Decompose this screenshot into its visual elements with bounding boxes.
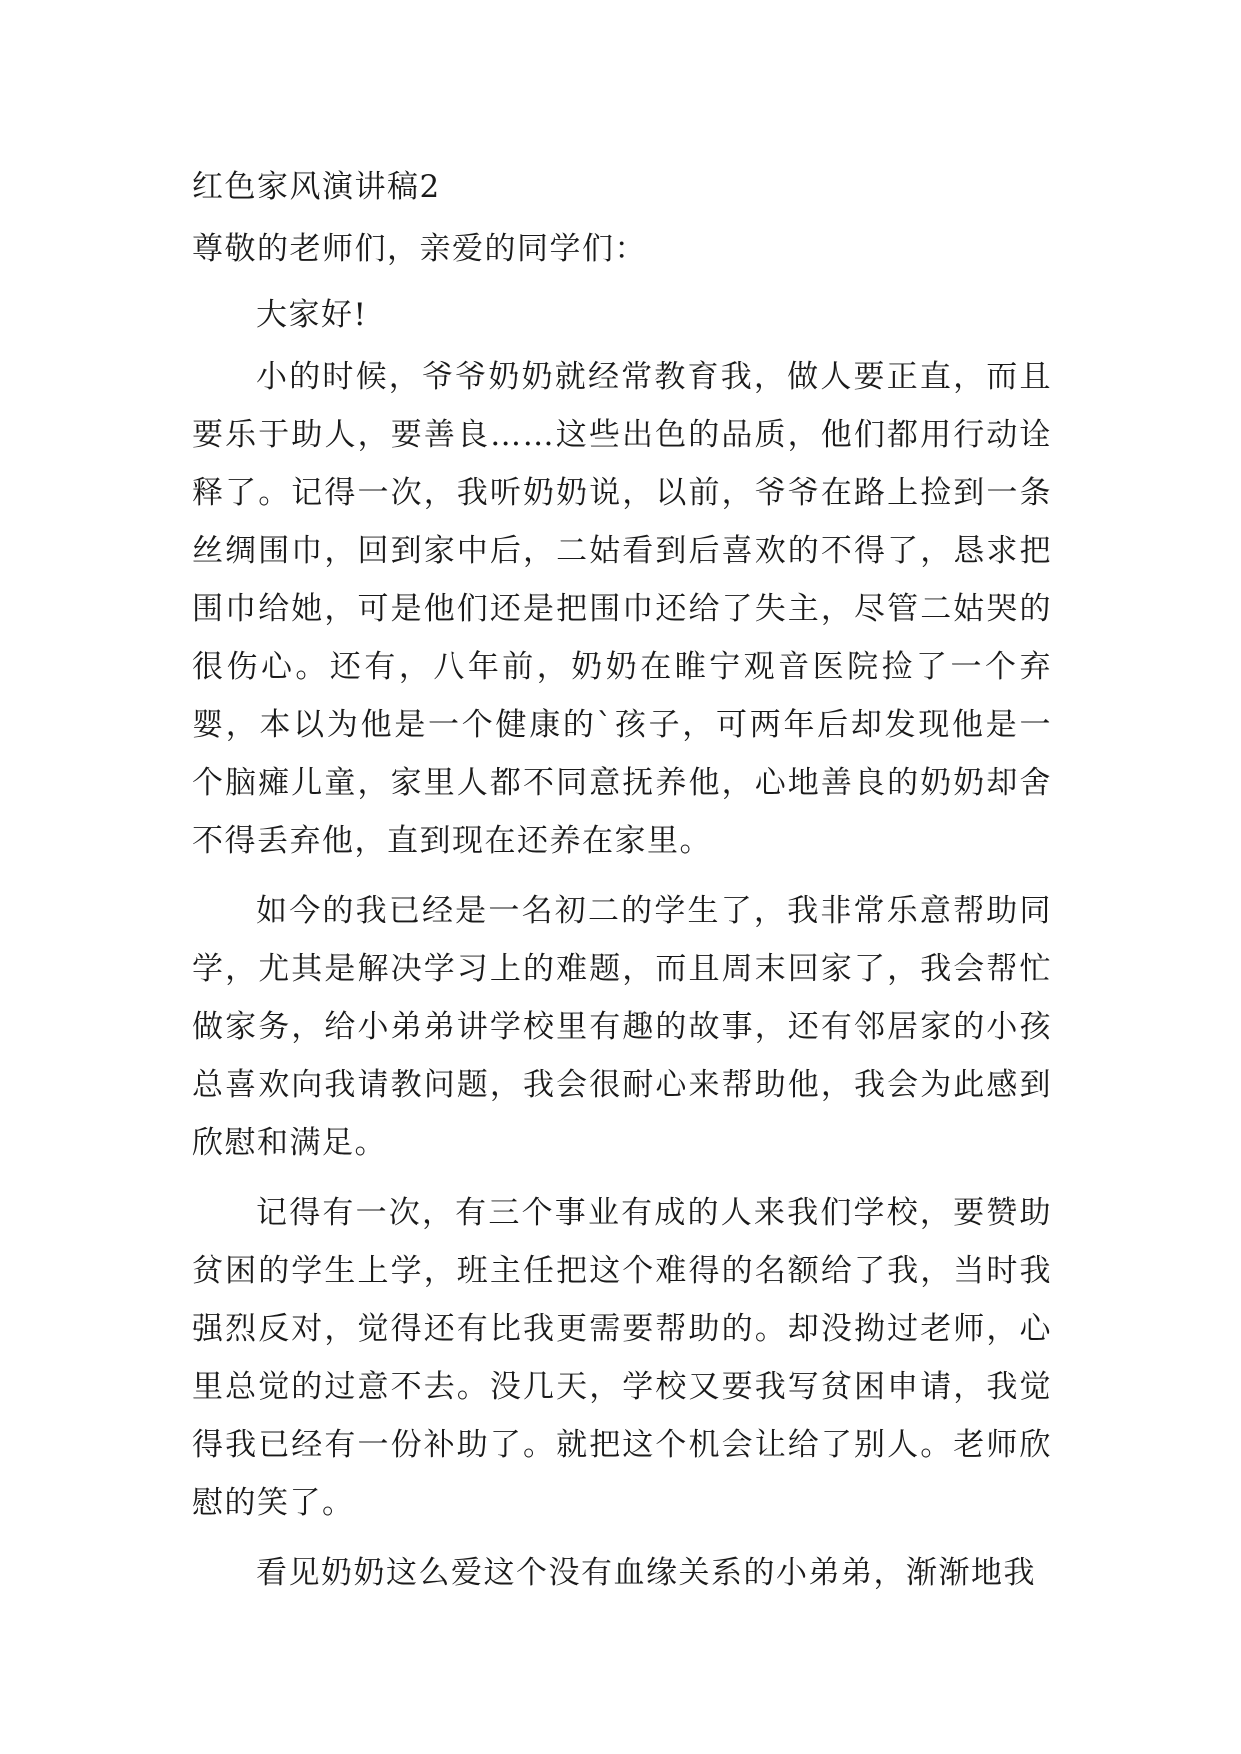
greeting: 大家好! <box>256 297 368 333</box>
paragraph-2: 如今的我已经是一名初二的学生了，我非常乐意帮助同学，尤其是解决学习上的难题，而且周末回家了，我会帮忙做家务，给小弟弟讲学校里有趣的故事，还有邻居家的小孩总喜欢向我请教问题，我会很耐心来帮助他，我会为此感到欣慰和满足。 <box>192 893 1052 1161</box>
paragraph-4: 看见奶奶这么爱这个没有血缘关系的小弟弟，渐渐地我 <box>256 1555 1036 1591</box>
document-title: 红色家风演讲稿2 <box>192 169 441 205</box>
salutation: 尊敬的老师们，亲爱的同学们： <box>192 231 647 267</box>
document-body <box>192 158 1052 1614</box>
paragraph-1: 小的时候，爷爷奶奶就经常教育我，做人要正直，而且要乐于助人，要善良……这些出色的品质，他们都用行动诠释了。记得一次，我听奶奶说，以前，爷爷在路上捡到一条丝绸围巾，回到家中后，二姑看到后喜欢的不得了，恳求把围巾给她，可是他们还是把围巾还给了失主，尽管二姑哭的很伤心。还有，八年前，奶奶在睢宁观音医院捡了一个弃婴，本以为他是一个健康的`孩子，可两年后却发现他是一个脑瘫儿童，家里人都不同意抚养他，心地善良的奶奶却舍不得丢弃他，直到现在还养在家里。 <box>192 359 1052 859</box>
paragraph-3: 记得有一次，有三个事业有成的人来我们学校，要赞助贫困的学生上学，班主任把这个难得的名额给了我，当时我强烈反对，觉得还有比我更需要帮助的。却没拗过老师，心里总觉的过意不去。没几天，学校又要我写贫困申请，我觉得我已经有一份补助了。就把这个机会让给了别人。老师欣慰的笑了。 <box>192 1195 1052 1521</box>
